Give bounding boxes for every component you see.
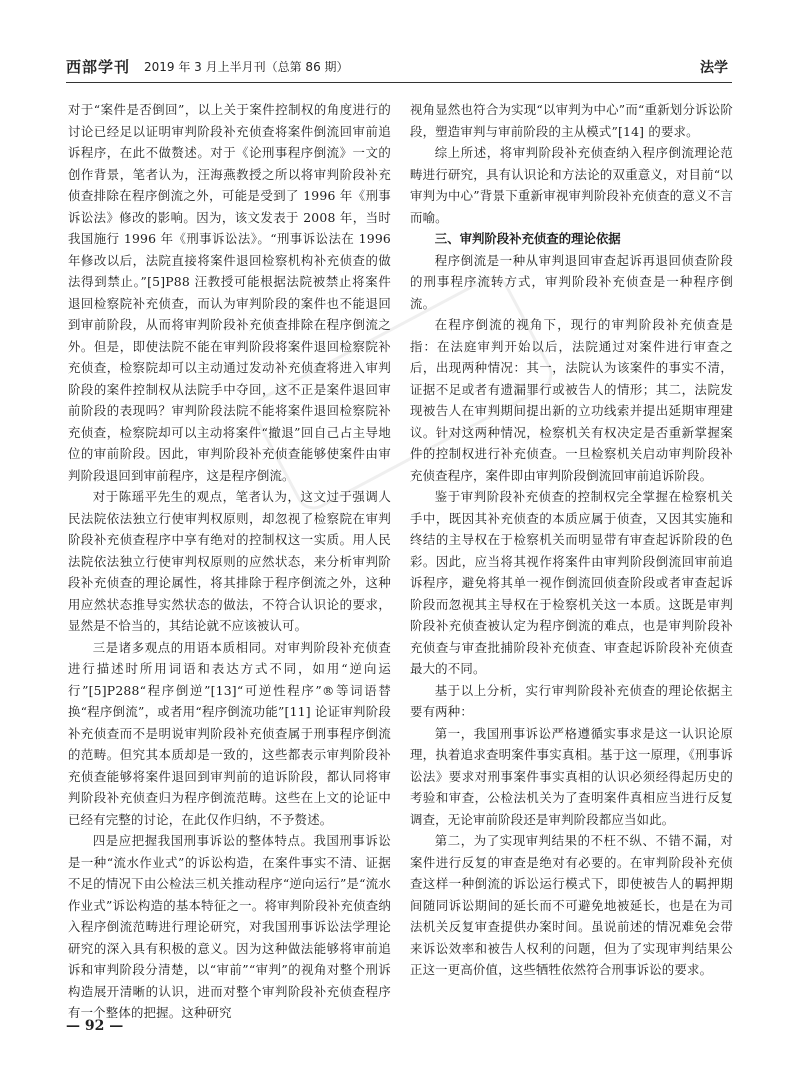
paragraph: 第一，我国刑事诉讼严格遵循实事求是这一认识论原理，执着追求查明案件事实真相。基于这一原理，《刑事诉讼法》要求对刑事案件事实真相的认识必须经得起历史的考验和审查，公检法机关为了查明案件真相应当进行反复调查，无论审前阶段还是审判阶段都应当如此。 xyxy=(410,725,733,827)
paragraph: 三是诸多观点的用语本质相同。对审判阶段补充侦查进行描述时所用词语和表达方式不同，如用“逆向运行”[5]P288“程序倒逆”[13]“可逆性程序”®等词语替换“程序倒流”，或者用“程序倒流功能”[11] 论证审判阶段补充侦查而不是明说审判阶段补充侦查属于刑事程序倒流的范畴。但究其本质却是一致的，这些都表示审判阶段补充侦查能够将案件退回到审判前的追诉阶段，都认同将审判阶段补充侦查归为程序倒流范畴。这些在上文的论证中已经有完整的讨论，在此仅作归纳，不予赘述。 xyxy=(68,639,391,827)
running-header xyxy=(66,56,732,83)
section-heading: 三、审判阶段补充侦查的理论依据 xyxy=(434,231,621,246)
paragraph: 对于“案件是否倒回”，以上关于案件控制权的角度进行的讨论已经足以证明审判阶段补充侦查将案件倒流回审前追诉程序，在此不做赘述。对于《论刑事程序倒流》一文的创作背景，笔者认为，汪海燕教授之所以将审判阶段补充侦查排除在程序倒流之外，可能是受到了 1996 年《刑事诉讼法》修改的影响。因为，该文发表于 2008 年，当时我国施行 1996 年《刑事诉讼法》。“刑事诉讼法在 1996 年修改以后，法院直接将案件退回检察机构补充侦查的做法得到禁止。”[5]P88 汪教授可能根据法院被禁止将案件退回检察院补充侦查，而认为审判阶段的案件也不能退回到审前阶段，从而将审判阶段补充侦查排除在程序倒流之外。但是，即使法院不能在审判阶段将案件退回检察院补充侦查，检察院却可以主动通过发动补充侦查将进入审判阶段的案件控制权从法院手中夺回，这不正是案件退回审前阶段的表现吗？审判阶段法院不能将案件退回检察院补充侦查，检察院却可以主动将案件“撤退”回自己占主导地位的审前阶段。因此，审判阶段补充侦查能够使案件由审判阶段退回到审前程序，这是程序倒流。 xyxy=(68,102,391,483)
paragraph: 程序倒流是一种从审判退回审查起诉再退回侦查阶段的刑事程序流转方式，审判阶段补充侦查是一种程序倒流。 xyxy=(410,252,733,311)
paragraph: 视角显然也符合为实现“以审判为中心”而“重新划分诉讼阶段，塑造审判与审前阶段的主从模式”[14] 的要求。 xyxy=(410,102,733,139)
right-column xyxy=(410,99,733,1029)
paragraph: 在程序倒流的视角下，现行的审判阶段补充侦查是指：在法庭审判开始以后，法院通过对案件进行审查之后，出现两种情况：其一，法院认为该案件的事实不清，证据不足或者有遗漏罪行或被告人的情形；其二，法院发现被告人在审判期间提出新的立功线索并提出延期审理建议。针对这两种情况，检察机关有权决定是否重新掌握案件的控制权进行补充侦查。一旦检察机关启动审判阶段补充侦查程序，案件即由审判阶段倒流回审前追诉阶段。 xyxy=(410,317,733,483)
paragraph: 基于以上分析，实行审判阶段补充侦查的理论依据主要有两种： xyxy=(410,682,733,719)
paragraph: 第二，为了实现审判结果的不枉不纵、不错不漏，对案件进行反复的审查是绝对有必要的。在审判阶段补充侦查这样一种倒流的诉讼运行模式下，即使被告人的羁押期间随同诉讼期间的延长而不可避免地被延长，也是在为司法机关反复审查提供办案时间。虽说前述的情况难免会带来诉讼效率和被告人权利的问题，但为了实现审判结果公正这一更高价值，这些牺牲依然符合刑事诉讼的要求。 xyxy=(410,833,733,977)
paragraph: 四是应把握我国刑事诉讼的整体特点。我国刑事诉讼是一种“流水作业式”的诉讼构造，在案件事实不清、证据不足的情况下由公检法三机关推动程序“逆向运行”是“流水作业式”诉讼构造的基本特征之一。将审判阶段补充侦查纳入程序倒流范畴进行理论研究，对我国刑事诉讼法学理论研究的深入具有积极的意义。因为这种做法能够将审前追诉和审判阶段分清楚，以“审前”“审判”的视角对整个刑诉构造展开清晰的认识，进而对整个审判阶段补充侦查程序有一个整体的把握。这种研究 xyxy=(68,833,391,1020)
left-column xyxy=(68,99,391,1029)
journal-logo: 西部学刊 xyxy=(66,58,131,76)
paragraph: 综上所述，将审判阶段补充侦查纳入程序倒流理论范畴进行研究，具有认识论和方法论的双重意义，对目前“以审判为中心”背景下重新审视审判阶段补充侦查的意义不言而喻。 xyxy=(410,145,733,225)
page-number: — 92 — xyxy=(66,1018,124,1034)
section-label: 法学 xyxy=(700,60,728,76)
paragraph: 鉴于审判阶段补充侦查的控制权完全掌握在检察机关手中，既因其补充侦查的本质应属于侦查，又因其实施和终结的主导权在于检察机关而明显带有审查起诉阶段的色彩。因此，应当将其视作将案件由审判阶段倒流回审前追诉程序，避免将其单一视作倒流回侦查阶段或者审查起诉阶段而忽视其主导权在于检察机关这一本质。这既是审判阶段补充侦查被认定为程序倒流的难点，也是审判阶段补充侦查与审查批捕阶段补充侦查、审查起诉阶段补充侦查最大的不同。 xyxy=(410,489,733,676)
paragraph: 对于陈瑶平先生的观点，笔者认为，这文过于强调人民法院依法独立行使审判权原则，却忽视了检察院在审判阶段补充侦查程序中享有绝对的控制权这一实质。用人民法院依法独立行使审判权原则的应然状态，来分析审判阶段补充侦查的理论属性，将其排除于程序倒流之外，这种用应然状态推导实然状态的做法，不符合认识论的要求，显然是不恰当的，其结论就不应该被认可。 xyxy=(68,489,391,633)
issue-info: 2019 年 3 月上半月刊（总第 86 期） xyxy=(144,60,349,74)
